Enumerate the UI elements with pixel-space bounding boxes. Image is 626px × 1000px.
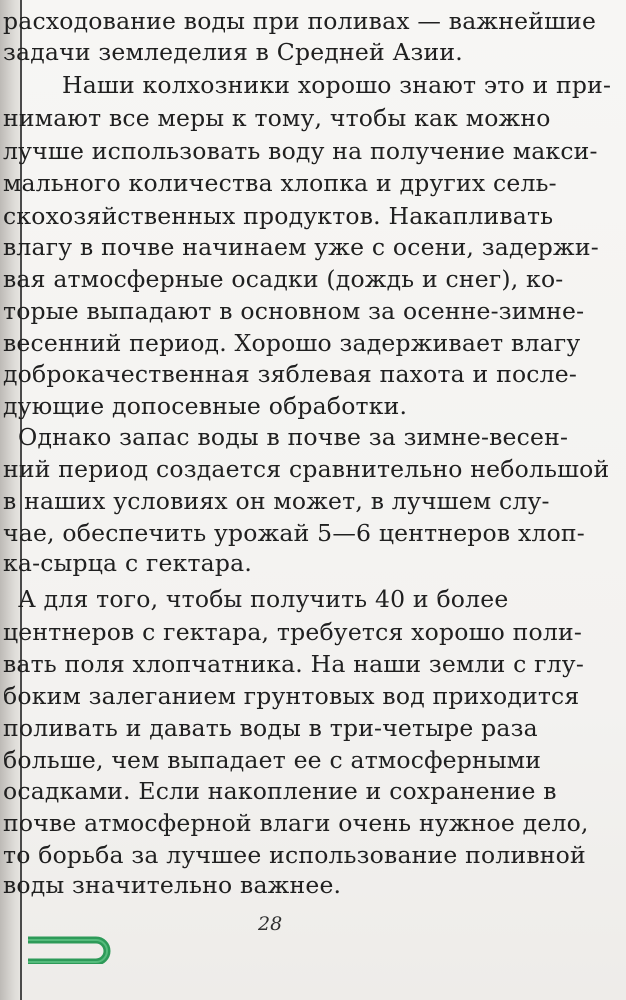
text-line: в наших условиях он может, в лучшем слу- [3, 487, 550, 515]
text-line: скохозяйственных продуктов. Накапливать [3, 202, 554, 230]
text-line: вать поля хлопчатника. На наши земли с глу- [3, 650, 584, 678]
text-line: воды значительно важнее. [3, 871, 342, 899]
text-line: центнеров с гектара, требуется хорошо поли- [3, 618, 582, 646]
text-line: Однако запас воды в почве за зимне-весен- [18, 423, 569, 451]
text-line: влагу в почве начинаем уже с осени, задержи- [3, 233, 599, 261]
text-line: чае, обеспечить урожай 5—6 центнеров хлоп- [3, 519, 585, 547]
text-line: доброкачественная зяблевая пахота и после- [3, 360, 578, 388]
text-line: осадками. Если накопление и сохранение в [3, 777, 557, 805]
text-line: Наши колхозники хорошо знают это и при- [62, 71, 612, 99]
text-line: нимают все меры к тому, чтобы как можно [3, 104, 551, 132]
text-line: поливать и давать воды в три-четыре раза [3, 714, 538, 742]
text-line: задачи земледелия в Средней Азии. [3, 38, 463, 66]
text-line: А для того, чтобы получить 40 и более [18, 585, 509, 613]
text-line: мального количества хлопка и других сель- [3, 169, 557, 197]
text-line: больше, чем выпадает ее с атмосферными [3, 746, 542, 774]
text-line: дующие допосевные обработки. [3, 392, 408, 420]
text-line: весенний период. Хорошо задерживает влагу [3, 329, 581, 357]
text-line: лучше использовать воду на получение макси- [3, 137, 598, 165]
text-line: то борьба за лучшее использование поливной [3, 841, 586, 869]
paper-clip-icon [28, 928, 118, 964]
text-line: ний период создается сравнительно небольшой [3, 455, 610, 483]
text-line: почве атмосферной влаги очень нужное дело, [3, 809, 589, 837]
text-line: ка-сырца с гектара. [3, 549, 253, 577]
text-line: боким залеганием грунтовых вод приходится [3, 682, 580, 710]
text-line: расходование воды при поливах — важнейшие [3, 7, 597, 35]
page-number: 28 [258, 913, 283, 935]
text-line: вая атмосферные осадки (дождь и снег), ко- [3, 265, 564, 293]
text-line: торые выпадают в основном за осенне-зимне- [3, 297, 585, 325]
